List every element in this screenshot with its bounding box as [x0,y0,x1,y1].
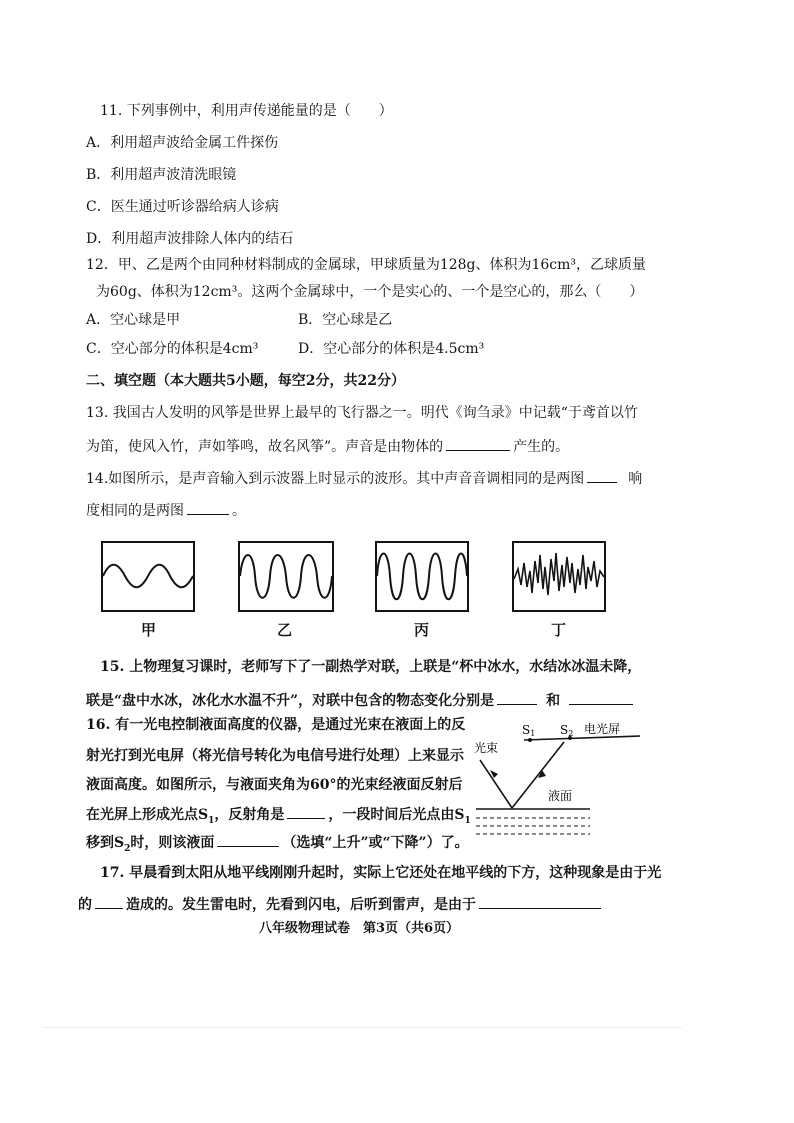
q16-line4-text-b: ，反射角是 [214,807,285,823]
waveform-yi-curve [240,555,332,598]
q12-option-d: D．空心部分的体积是4.5cm³ [298,341,485,357]
q14-line1-text: 14.如图所示，是声音输入到示波器上时显示的波形。其中声音音调相同的是两图 [86,471,585,487]
q16-line5-text-c: （选填“上升”或“下降”）了。 [282,835,469,851]
label-surface: 液面 [548,789,573,803]
q15-and: 和 [546,693,561,709]
q16-line4-sub-b: 1 [464,815,471,826]
q14-line2-text: 度相同的是两图 [86,503,184,519]
q15-line2 [86,690,636,710]
waveform-ding-curve [514,553,604,595]
q15-blank-2[interactable] [569,690,633,705]
q17-blank-1[interactable] [95,894,123,909]
label-s1: S1 [522,723,536,738]
q12-option-a: A．空心球是甲 [86,312,181,328]
q16-level-blank[interactable] [217,832,279,847]
waveform-bing-graph [377,543,467,610]
q11-option-a: A．利用超声波给金属工件探伤 [86,135,279,151]
waveform-yi [238,541,334,612]
q16-line4-sub-a: 1 [208,815,215,826]
q15-line1: 15. 上物理复习课时，老师写下了一副热学对联，上联是“杯中冰水，水结冰冰温未降， [100,659,642,675]
waveform-label-ding: 丁 [551,621,567,639]
waveform-bing-curve [377,554,467,600]
q16-line4-text-a: 在光屏上形成光点S [86,807,209,823]
label-screen: 电光屏 [584,722,621,736]
q16-line5-text-a: 移到S [86,835,125,851]
q16-line4-text-c: ，一段时间后光点由S [328,807,465,823]
q11-option-b: B．利用超声波清洗眼镜 [86,167,237,183]
q14-line2 [86,500,246,520]
q15-line2-text: 联是“盘中水冰，冰化水水温不升”，对联中包含的物态变化分别是 [86,693,495,709]
q16-line5-sub: 2 [124,843,131,854]
waveform-bing [375,541,469,612]
waveform-jia-curve [103,565,193,588]
q12-line2: 为60g、体积为12cm³。这两个金属球中，一个是实心的、一个是空心的，那么（ ） [96,284,644,300]
q11-stem: 11. 下列事例中，利用声传递能量的是（ ） [100,103,393,119]
q12-line1: 12．甲、乙是两个由同种材料制成的金属球，甲球质量为128g、体积为16cm³，乙球质量 [86,257,647,273]
q13-line2-end: 产生的。 [513,439,570,455]
q12-option-b: B．空心球是乙 [298,312,393,328]
q16-line4 [86,804,471,824]
q16-angle-blank[interactable] [287,804,325,819]
q14-line1 [86,468,642,488]
q17-line2 [78,894,604,914]
q13-answer-blank[interactable] [446,436,510,451]
q11-option-c: C．医生通过听诊器给病人诊病 [86,199,279,215]
waveform-jia [101,541,195,612]
waveform-ding [512,541,606,612]
scan-edge-line [42,1027,682,1028]
label-s2: S2 [560,723,574,738]
q16-line2: 射光打到光电屏（将光信号转化为电信号进行处理）上来显示 [86,748,464,764]
waveform-ding-graph [514,543,604,610]
page-footer: 八年级物理试卷 第3页（共6页） [259,921,460,936]
label-beam: 光束 [474,741,499,755]
q17-line2-text-b: 造成的。发生雷电时，先看到闪电，后听到雷声，是由于 [126,897,476,913]
q14-line2-end: 。 [232,503,246,519]
q15-blank-1[interactable] [497,690,537,705]
q16-line1: 16. 有一光电控制液面高度的仪器，是通过光束在液面上的反 [86,717,466,733]
q17-line2-text-a: 的 [78,897,92,913]
q16-line3: 液面高度。如图所示，与液面夹角为60°的光束经液面反射后 [86,777,463,793]
q17-line1: 17. 早晨看到太阳从地平线刚刚升起时，实际上它还处在地平线的下方，这种现象是由于光 [100,865,662,881]
q12-option-c: C．空心部分的体积是4cm³ [86,341,259,357]
q16-line5 [86,832,469,852]
q13-line2 [86,436,569,456]
q13-line1: 13. 我国古人发明的风筝是世界上最早的飞行器之一。明代《询刍录》中记载“于鸢首以竹 [86,405,638,421]
photo-screen-line [524,736,640,740]
section-title: 二、填空题（本大题共5小题，每空2分，共22分） [86,373,405,389]
waveform-yi-graph [240,543,332,610]
q14-loudness-blank[interactable] [187,500,229,515]
q16-line5-text-b: 时，则该液面 [130,835,215,851]
q14-pitch-blank[interactable] [587,468,617,483]
waveform-label-jia: 甲 [141,621,157,639]
q17-blank-2[interactable] [479,894,601,909]
q13-line2-text: 为笛，使风入竹，声如筝鸣，故名风筝”。声音是由物体的 [86,439,444,455]
waveform-label-bing: 丙 [414,621,430,639]
waveform-jia-graph [103,543,193,610]
q11-option-d: D．利用超声波排除人体内的结石 [86,231,294,247]
q14-line1-end: 响 [628,471,643,487]
incident-ray [480,760,512,808]
waveform-label-yi: 乙 [277,621,293,639]
point-s1 [528,738,532,742]
optical-diagram [472,718,652,838]
